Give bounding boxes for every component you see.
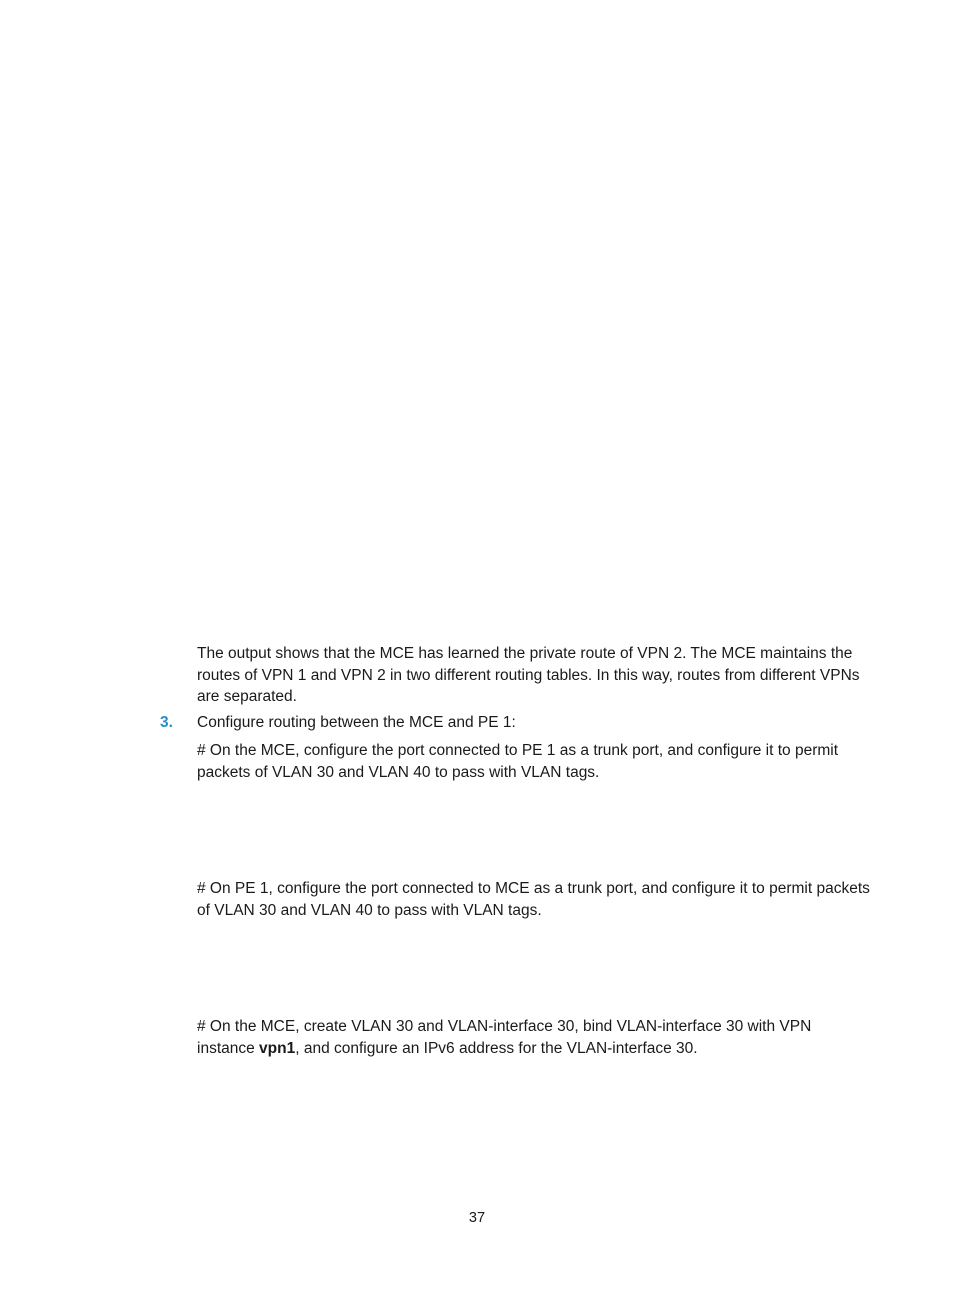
mce-vlan-text-start: # On the MCE, create VLAN 30 and VLAN-interface 30, bind VLAN-interface 30 with VPN instance (197, 1018, 812, 1057)
mce-trunk-paragraph: # On the MCE, configure the port connected to PE 1 as a trunk port, and configure it to permit packets of VLAN 30 and VLAN 40 to pass with VLAN tags. (197, 742, 839, 781)
mce-vlan-paragraph (197, 1016, 872, 1059)
page-number: 37 (468, 1210, 486, 1226)
pe1-trunk-paragraph: # On PE 1, configure the port connected to MCE as a trunk port, and configure it to permit packets of VLAN 30 and VLAN 40 to pass with VLAN tags. (197, 880, 870, 919)
output-note-paragraph: The output shows that the MCE has learned the private route of VPN 2. The MCE maintains the routes of VPN 1 and VPN 2 in two different routing tables. In this way, routes from different VPNs are separated. (197, 645, 860, 705)
step-text: Configure routing between the MCE and PE 1: (197, 714, 516, 731)
mce-vlan-text-end: , and configure an IPv6 address for the VLAN-interface 30. (295, 1039, 698, 1057)
step-number: 3. (160, 714, 173, 731)
vpn-instance-name: vpn1 (259, 1039, 296, 1057)
